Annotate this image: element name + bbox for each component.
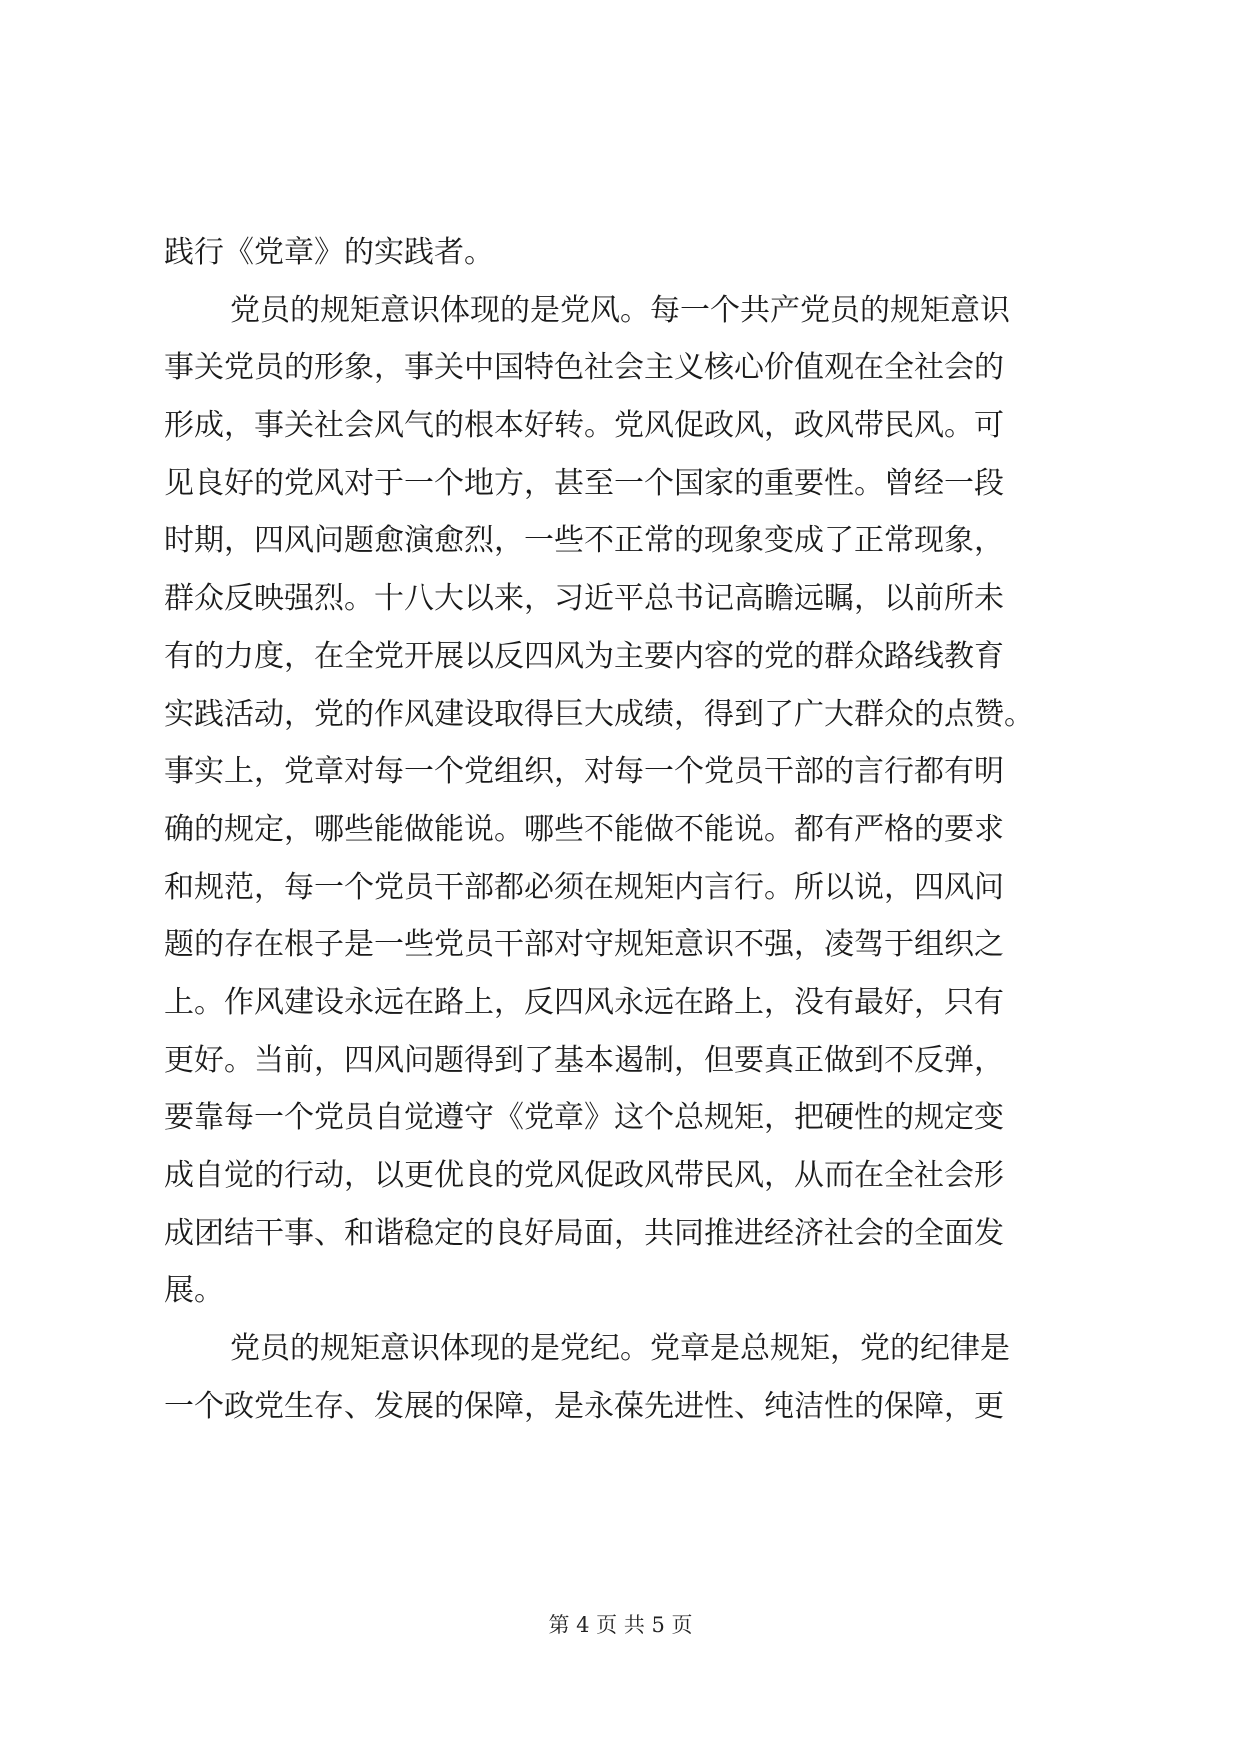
text-line: 题的存在根子是一些党员干部对守规矩意识不强，凌驾于组织之 <box>164 927 1004 963</box>
text-line: 成团结干事、和谐稳定的良好局面，共同推进经济社会的全面发 <box>164 1215 1004 1251</box>
text-line: 要靠每一个党员自觉遵守《党章》这个总规矩，把硬性的规定变 <box>164 1100 1004 1136</box>
text-line: 和规范，每一个党员干部都必须在规矩内言行。所以说，四风问 <box>164 869 1004 905</box>
text-line: 事关党员的形象，事关中国特色社会主义核心价值观在全社会的 <box>164 350 1004 386</box>
text-line: 成自觉的行动，以更优良的党风促政风带民风，从而在全社会形 <box>164 1158 1004 1193</box>
paragraph-first-line: 党员的规矩意识体现的是党风。每一个共产党员的规矩意识 <box>230 292 1010 328</box>
text-line: 时期，四风问题愈演愈烈，一些不正常的现象变成了正常现象， <box>164 523 1004 559</box>
text-line: 确的规定，哪些能做能说。哪些不能做不能说。都有严格的要求 <box>164 811 1004 847</box>
text-line: 更好。当前，四风问题得到了基本遏制，但要真正做到不反弹， <box>164 1042 1004 1078</box>
text-line: 展。 <box>164 1273 224 1309</box>
text-line: 事实上，党章对每一个党组织，对每一个党员干部的言行都有明 <box>164 754 1004 790</box>
page-number-footer: 第 4 页 共 5 页 <box>548 1613 693 1637</box>
paragraph-first-line: 党员的规矩意识体现的是党纪。党章是总规矩，党的纪律是 <box>230 1331 1010 1367</box>
text-line: 形成，事关社会风气的根本好转。党风促政风，政风带民风。可 <box>164 408 1004 444</box>
text-line: 践行《党章》的实践者。 <box>164 235 494 270</box>
text-line: 见良好的党风对于一个地方，甚至一个国家的重要性。曾经一段 <box>164 465 1004 501</box>
text-line: 实践活动，党的作风建设取得巨大成绩，得到了广大群众的点赞。 <box>164 696 1034 732</box>
text-line: 有的力度，在全党开展以反四风为主要内容的党的群众路线教育 <box>164 638 1004 674</box>
document-body <box>164 224 1084 1435</box>
text-line: 上。作风建设永远在路上，反四风永远在路上，没有最好，只有 <box>164 984 1004 1020</box>
text-line: 一个政党生存、发展的保障，是永葆先进性、纯洁性的保障，更 <box>164 1388 1004 1424</box>
text-line: 群众反映强烈。十八大以来，习近平总书记高瞻远瞩，以前所未 <box>164 581 1004 617</box>
